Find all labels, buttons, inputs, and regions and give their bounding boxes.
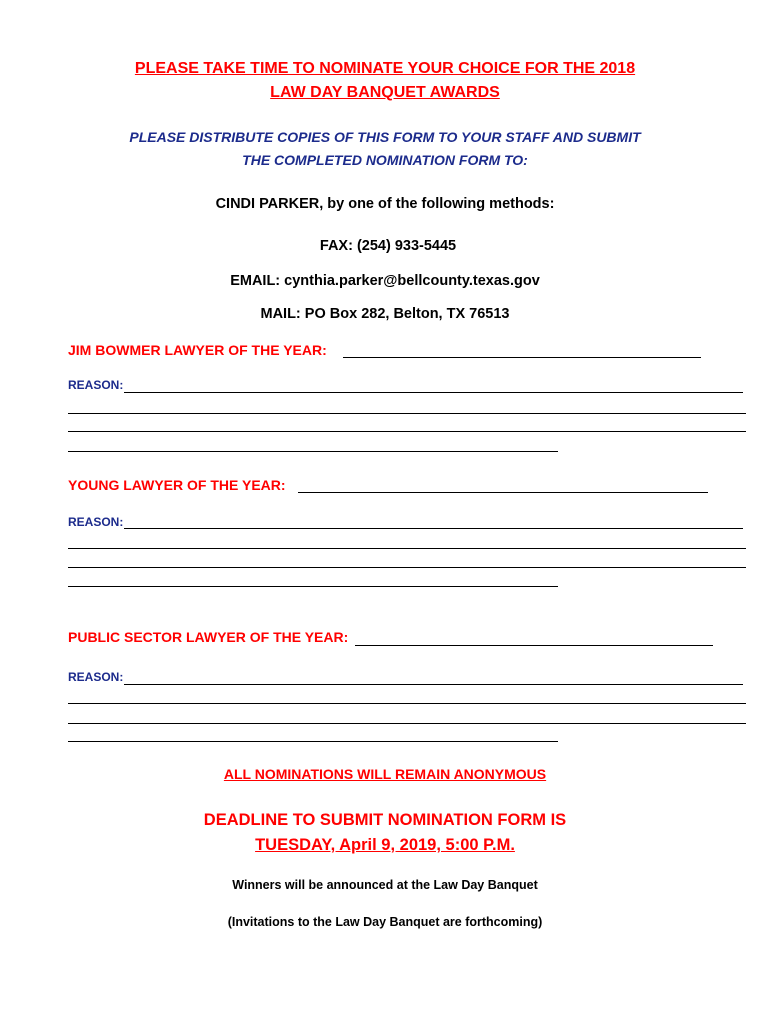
contact-fax: FAX: (254) 933-5445: [319, 238, 457, 254]
reason-line-4[interactable]: [68, 451, 558, 452]
reason-line-3[interactable]: [68, 431, 746, 432]
reason-line-1[interactable]: [124, 684, 743, 685]
contact-email: EMAIL: cynthia.parker@bellcounty.texas.gov: [230, 273, 540, 289]
nominee-field-public-sector[interactable]: [355, 645, 713, 646]
reason-line-3[interactable]: [68, 723, 746, 724]
award-title-public-sector: PUBLIC SECTOR LAWYER OF THE YEAR:: [68, 629, 349, 645]
instructions-line-1: PLEASE DISTRIBUTE COPIES OF THIS FORM TO YOUR STAFF AND SUBMIT: [129, 129, 641, 145]
reason-label-young-lawyer: REASON:: [68, 515, 124, 529]
form-title-line-1: PLEASE TAKE TIME TO NOMINATE YOUR CHOICE FOR THE 2018: [134, 60, 636, 77]
deadline-line-1: DEADLINE TO SUBMIT NOMINATION FORM IS: [203, 811, 567, 829]
winners-announcement: Winners will be announced at the Law Day Banquet: [232, 878, 538, 892]
contact-mail: MAIL: PO Box 282, Belton, TX 76513: [260, 306, 510, 322]
award-title-jim-bowmer: JIM BOWMER LAWYER OF THE YEAR:: [68, 342, 327, 358]
nominee-field-jim-bowmer[interactable]: [343, 357, 701, 358]
reason-line-2[interactable]: [68, 703, 746, 704]
reason-line-1[interactable]: [124, 392, 743, 393]
reason-line-4[interactable]: [68, 741, 558, 742]
deadline-line-2: TUESDAY, April 9, 2019, 5:00 P.M.: [255, 836, 515, 854]
award-title-young-lawyer: YOUNG LAWYER OF THE YEAR:: [68, 477, 286, 493]
form-title-line-2: LAW DAY BANQUET AWARDS: [270, 84, 500, 101]
nominee-field-young-lawyer[interactable]: [298, 492, 708, 493]
instructions-line-2: THE COMPLETED NOMINATION FORM TO:: [242, 152, 528, 168]
anonymous-notice: ALL NOMINATIONS WILL REMAIN ANONYMOUS: [223, 766, 547, 782]
reason-line-1[interactable]: [124, 528, 743, 529]
reason-line-4[interactable]: [68, 586, 558, 587]
reason-line-2[interactable]: [68, 548, 746, 549]
contact-intro: CINDI PARKER, by one of the following methods:: [215, 196, 555, 212]
reason-label-jim-bowmer: REASON:: [68, 378, 124, 392]
reason-line-3[interactable]: [68, 567, 746, 568]
reason-label-public-sector: REASON:: [68, 670, 124, 684]
reason-line-2[interactable]: [68, 413, 746, 414]
invitations-note: (Invitations to the Law Day Banquet are forthcoming): [227, 915, 543, 929]
